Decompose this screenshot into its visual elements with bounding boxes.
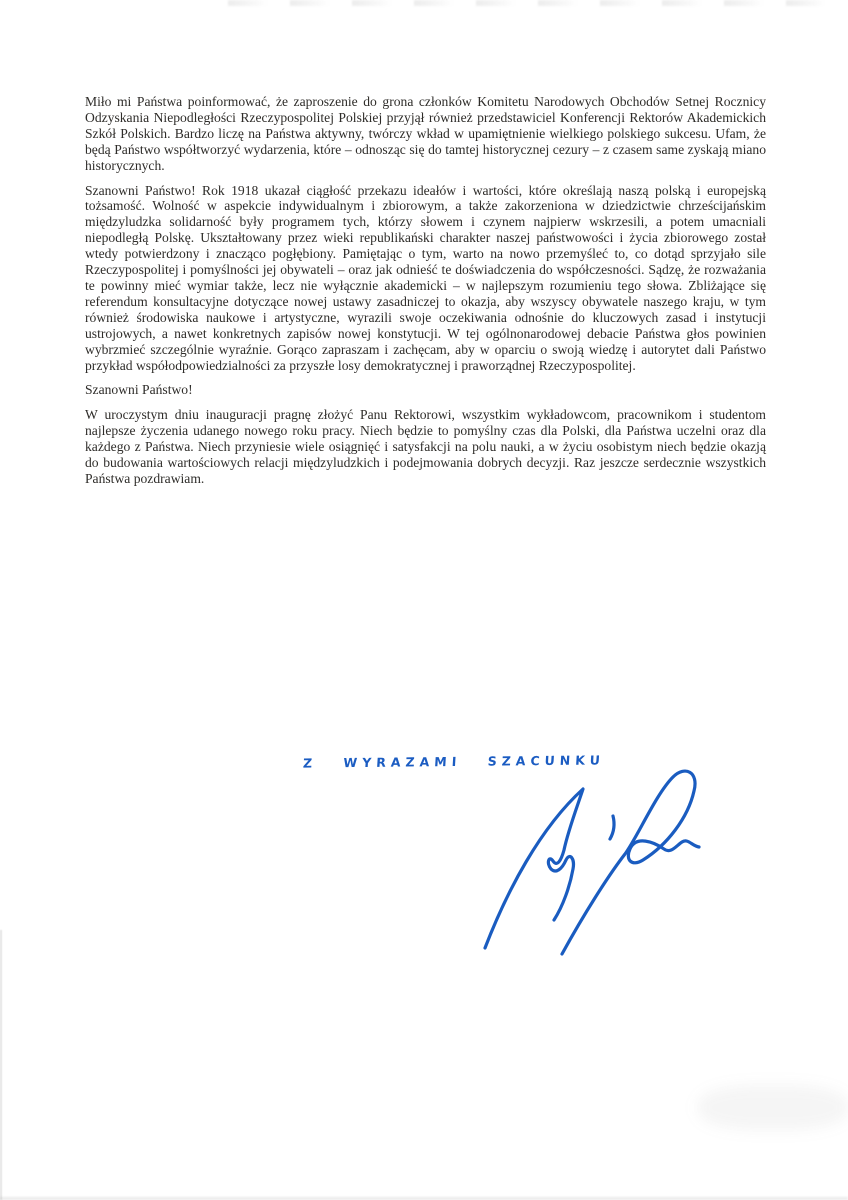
scan-artifact-smudge <box>698 1085 848 1130</box>
handwritten-signature-scrawl <box>462 756 742 966</box>
handwritten-valediction: Z WYRAZAMI SZACUNKU <box>302 752 606 771</box>
paragraph-1918-values: Szanowni Państwo! Rok 1918 ukazał ciągłość przekazu ideałów i wartości, które określają naszą polską i europejską tożsamość. Wolność w aspekcie indywidualnym i zbiorowym, a także zakorzeniona w dziedzictwie chrześcijańskim międzyludzka solidarność były programem tych, którzy słowem i czynem najpierw wskrzesili, a potem umacniali niepodległą Polskę. Ukształtowany przez wieki republikański charakter naszej państwowości i życia zbiorowego został wtedy potwierdzony i znacząco pogłębiony. Pamiętając o tym, warto na nowo przemyśleć to, co dotąd sprzyjało sile Rzeczypospolitej i pomyślności jej obywateli – oraz jak odnieść te doświadczenia do współczesności. Sądzę, że rozważania te powinny mieć wymiar także, lecz nie wyłącznie akademicki – w najlepszym rozumieniu tego słowa. Zbliżające się referendum konsultacyjne dotyczące nowej ustawy zasadniczej to okazja, aby wszyscy obywatele naszego kraju, w tym również środowiska naukowe i artystyczne, wyrazili swoje oczekiwania odnośnie do kluczowych zasad i instytucji ustrojowych, a nawet konkretnych zapisów nowej konstytucji. W tej ogólnonarodowej debacie Państwa głos powinien wybrzmieć szczególnie wyraźnie. Gorąco zapraszam i zachęcam, aby w oparciu o swoją wiedzę i autorytet dali Państwo przykład współodpowiedzialności za przyszłe losy demokratycznej i praworządnej Rzeczypospolitej. <box>85 182 766 373</box>
letter-body <box>85 94 766 496</box>
salutation-line: Szanowni Państwo! <box>85 382 193 398</box>
paragraph-wishes: W uroczystym dniu inauguracji pragnę złożyć Panu Rektorowi, wszystkim wykładowcom, pracownikom i studentom najlepsze życzenia udanego nowego roku pracy. Niech będzie to pomyślny czas dla Polski, dla Państwa uczelni oraz dla każdego z Państwa. Niech przyniesie wiele osiągnięć i satysfakcji na polu nauki, a w życiu osobistym niech będzie okazją do budowania wartościowych relacji międzyludzkich i podejmowania dobrych decyzji. Raz jeszcze serdecznie wszystkich Państwa pozdrawiam. <box>85 407 766 486</box>
scan-artifact-top <box>228 0 824 6</box>
signature-stroke-first <box>485 789 583 948</box>
signature-stroke-tick <box>610 816 614 839</box>
signature-stroke-surname <box>562 771 699 954</box>
scan-artifact-left-edge <box>0 930 2 1200</box>
paragraph-invitation-committee: Miło mi Państwa poinformować, że zaproszenie do grona członków Komitetu Narodowych Obchodów Setnej Rocznicy Odzyskania Niepodległości Rzeczypospolitej Polskiej przyjął również przedstawiciel Konferencji Rektorów Akademickich Szkół Polskich. Bardzo liczę na Państwa aktywny, twórczy wkład w upamiętnienie wielkiego polskiego sukcesu. Ufam, że będą Państwo współtworzyć wydarzenia, które – odnosząc się do tamtej historycznej cezury – z czasem same zyskają miano historycznych. <box>85 94 766 173</box>
